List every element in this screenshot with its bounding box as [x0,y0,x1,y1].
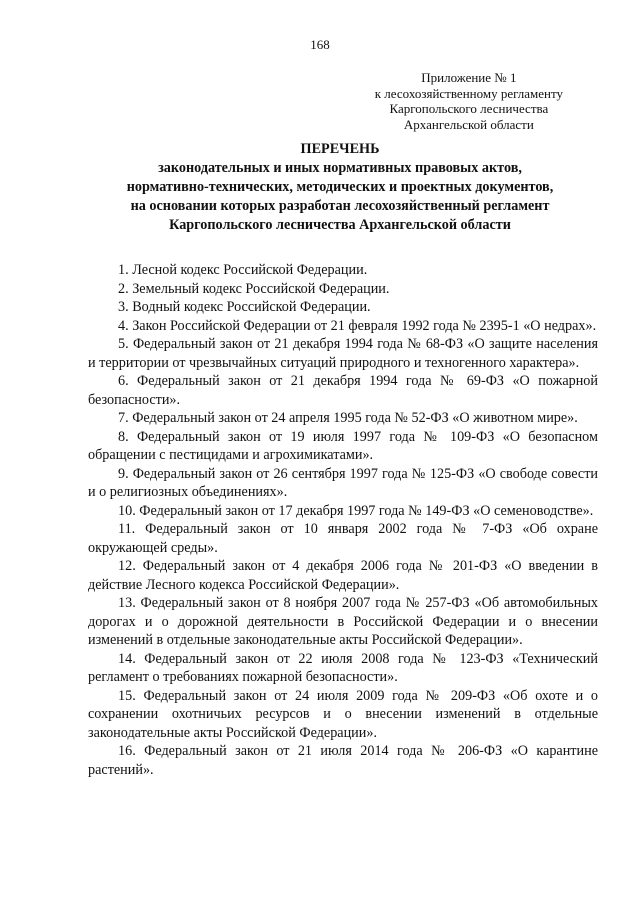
list-item: 4. Закон Российской Федерации от 21 февраля 1992 года № 2395-1 «О недрах». [118,317,597,334]
appendix-line: Архангельской области [403,116,534,132]
appendix-line: Приложение № 1 [421,70,517,85]
list-item: 11. Федеральный закон от 10 января 2002 года № 7-ФЗ «Об охране окружающей среды». [88,521,598,556]
list-item: 6. Федеральный закон от 21 декабря 1994 года № 69-ФЗ «О пожарной безопасности». [88,373,598,408]
list-item: 1. Лесной кодекс Российской Федерации. [118,262,368,278]
list-item: 13. Федеральный закон от 8 ноября 2007 года № 257-ФЗ «Об автомобильных дорогах и о дорожной деятельности в Российской Федерации и о внесении изменений в отдельные законодательные акты Российской Федерации». [88,595,598,648]
title-line: законодательных и иных нормативных правовых актов, [158,160,522,176]
list-item: 14. Федеральный закон от 22 июля 2008 года № 123-ФЗ «Технический регламент о требованиях пожарной безопасности». [88,650,598,685]
appendix-line: Каргопольского лесничества [389,101,549,116]
list-item: 5. Федеральный закон от 21 декабря 1994 года № 68-ФЗ «О защите населения и территории от чрезвычайных ситуаций природного и техногенного характера». [88,336,598,371]
appendix-line: к лесохозяйственному регламенту [374,85,563,101]
title-heading: ПЕРЕЧЕНЬ [300,141,380,157]
title-line: нормативно-технических, методических и проектных документов, [126,179,554,195]
document-title [80,140,600,235]
list-item: 15. Федеральный закон от 24 июля 2009 года № 209-ФЗ «Об охоте и о сохранении охотничьих ресурсов и о внесении изменений в отдельные законодательные акты Российской Федерации». [88,687,598,741]
list-item: 16. Федеральный закон от 21 июля 2014 года № 206-ФЗ «О карантине растений». [88,743,598,778]
list-item: 3. Водный кодекс Российской Федерации. [118,299,371,315]
list-item: 12. Федеральный закон от 4 декабря 2006 года № 201-ФЗ «О введении в действие Лесного кодекса Российской Федерации». [88,558,598,593]
legal-acts-list [88,261,598,779]
list-item: 7. Федеральный закон от 24 апреля 1995 года № 52-ФЗ «О животном мире». [118,410,578,426]
title-line: Каргопольского лесничества Архангельской области [169,217,511,233]
page-number: 168 [310,37,330,52]
appendix-header [375,70,563,132]
title-line: на основании которых разработан лесохозяйственный регламент [130,198,550,214]
list-item: 10. Федеральный закон от 17 декабря 1997 года № 149-ФЗ «О семеноводстве». [118,502,594,519]
list-item: 9. Федеральный закон от 26 сентября 1997 года № 125-ФЗ «О свободе совести и о религиозных объединениях». [88,465,598,500]
list-item: 2. Земельный кодекс Российской Федерации. [118,280,390,297]
list-item: 8. Федеральный закон от 19 июля 1997 года № 109-ФЗ «О безопасном обращении с пестицидами и агрохимикатами». [88,428,598,463]
